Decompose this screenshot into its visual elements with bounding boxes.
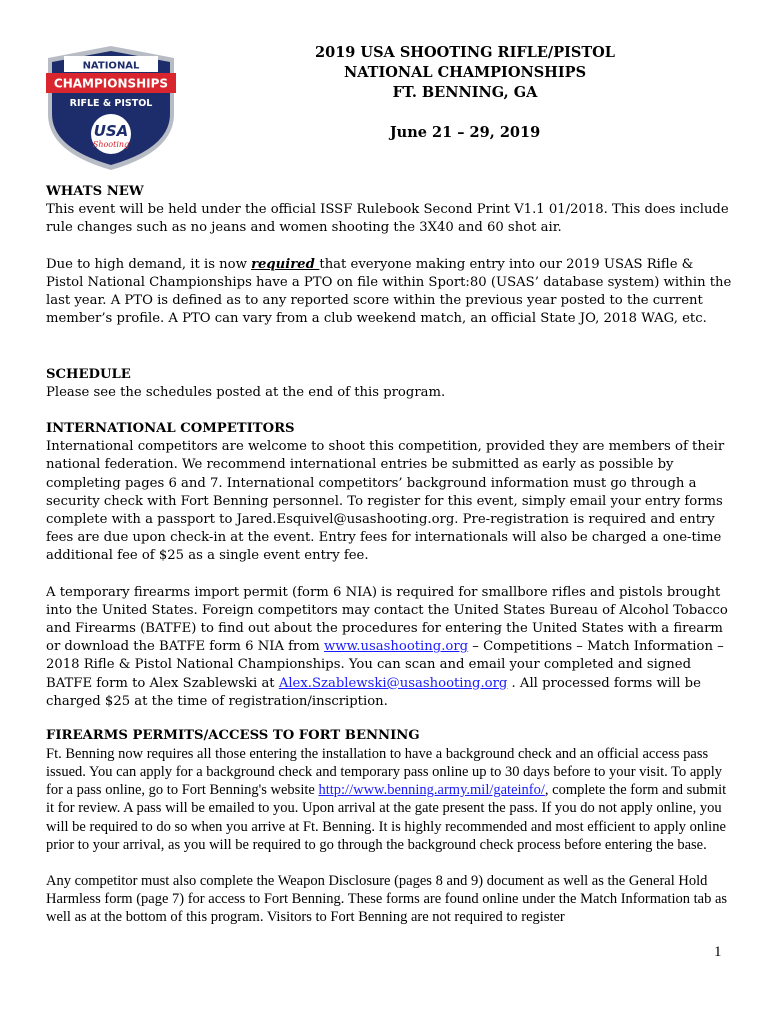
heading-firearms: FIREARMS PERMITS/ACCESS TO FORT BENNING	[46, 728, 420, 743]
logo-mark-top: USA	[93, 122, 129, 140]
pto-text-before: Due to high demand, it is now	[46, 256, 252, 272]
whats-new-paragraph-1: This event will be held under the official ISSF Rulebook Second Print V1.1 01/2018. This does include rule changes such as no jeans and women shooting the 3X40 and 60 shot air.	[46, 202, 729, 236]
access-pass-text: Ft. Benning now requires all those entering the installation to have a background check and an official access pass issued. You can apply for a background check and temporary pass online up to 30 days before to your visit. To apply for a pass online, go to Fort Benning's website	[46, 746, 723, 799]
international-paragraph-1: International competitors are welcome to shoot this competition, provided they are members of their national federation. We recommend international entries be submitted as early as possible by completing pages 6 and 7. International competitors’ background information must go through a security check with Fort Benning personnel. To register for this event, simply email your entry forms complete with a passport to Jared.Esquivel@usashooting.org. Pre-registration is required and entry fees are due upon check-in at the event. Entry fees for internationals will also be charged a one-time additional fee of $25 as a single event entry fee.	[46, 439, 725, 564]
title-line3: FT. BENNING, GA	[392, 84, 538, 101]
section-firearms-permits	[46, 727, 732, 926]
page-number: 1	[714, 944, 722, 960]
processing-fee-text: . All processed forms will be charged $25 at the time of registration/inscription.	[46, 675, 701, 709]
event-dates: June 21 – 29, 2019	[389, 124, 541, 141]
document-title	[300, 43, 630, 143]
logo-line3: RIFLE & PISTOL	[69, 98, 153, 109]
logo-mark-bottom: Shooting	[92, 140, 130, 149]
logo-line1: NATIONAL	[82, 60, 140, 72]
required-emphasis: required	[251, 256, 320, 272]
section-whats-new	[46, 183, 732, 328]
firearms-paragraph-1	[46, 745, 732, 854]
pto-text-after: that everyone making entry into our 2019 USAS Rifle & Pistol National Championships have a PTO on file within Sport:80 (USAS’ database system) within the last year. A PTO is defined as to any reported score within the previous year posted to the current member’s profile. A PTO can vary from a club weekend match, an official State JO, 2018 WAG, etc.	[46, 256, 732, 327]
title-line2: NATIONAL CHAMPIONSHIPS	[343, 64, 587, 81]
logo-line2: CHAMPIONSHIPS	[53, 76, 169, 91]
heading-schedule: SCHEDULE	[46, 367, 131, 382]
import-permit-text: A temporary firearms import permit (form 6 NIA) is required for smallbore rifles and pistols brought into the United States. Foreign competitors may contact the United States Bureau of Alcohol Tobacco and Firearms (BATFE) to find out about the procedures for entering the United States with a firearm or download the BATFE form 6 NIA from	[46, 584, 728, 655]
section-schedule	[46, 366, 732, 402]
benning-gateinfo-link[interactable]: http://www.benning.army.mil/gateinfo/	[318, 782, 545, 799]
title-line1: 2019 USA SHOOTING RIFLE/PISTOL	[315, 44, 615, 61]
firearms-paragraph-2: Any competitor must also complete the Weapon Disclosure (pages 8 and 9) document as well as the General Hold Harmless form (page 7) for access to Fort Benning. These forms are found online under the Match Information tab as well as at the bottom of this program. Visitors to Fort Benning are not required to register	[46, 872, 728, 925]
szablewski-email-link[interactable]: Alex.Szablewski@usashooting.org	[278, 675, 508, 691]
pass-process-text: , complete the form and submit it for review. A pass will be emailed to you. Upon arrival at the gate present the pass. If you do not apply online, you will be required to do so when you arrive at Ft. Benning. It is highly recommended and most efficient to apply online prior to your arrival, as you will be required to go through the background check process before entering the base.	[46, 782, 727, 853]
schedule-text: Please see the schedules posted at the end of this program.	[46, 385, 446, 401]
batfe-text: – Competitions – Match Information – 2018 Rifle & Pistol National Championships. You can scan and email your completed and signed BATFE form to Alex Szablewski at	[46, 639, 724, 691]
usashooting-link[interactable]: www.usashooting.org	[324, 639, 469, 655]
section-international-competitors	[46, 420, 732, 711]
international-paragraph-2	[46, 584, 732, 711]
heading-whats-new: WHATS NEW	[46, 184, 144, 199]
heading-international: INTERNATIONAL COMPETITORS	[46, 421, 295, 436]
national-championships-logo	[40, 44, 182, 172]
whats-new-paragraph-2	[46, 256, 732, 329]
